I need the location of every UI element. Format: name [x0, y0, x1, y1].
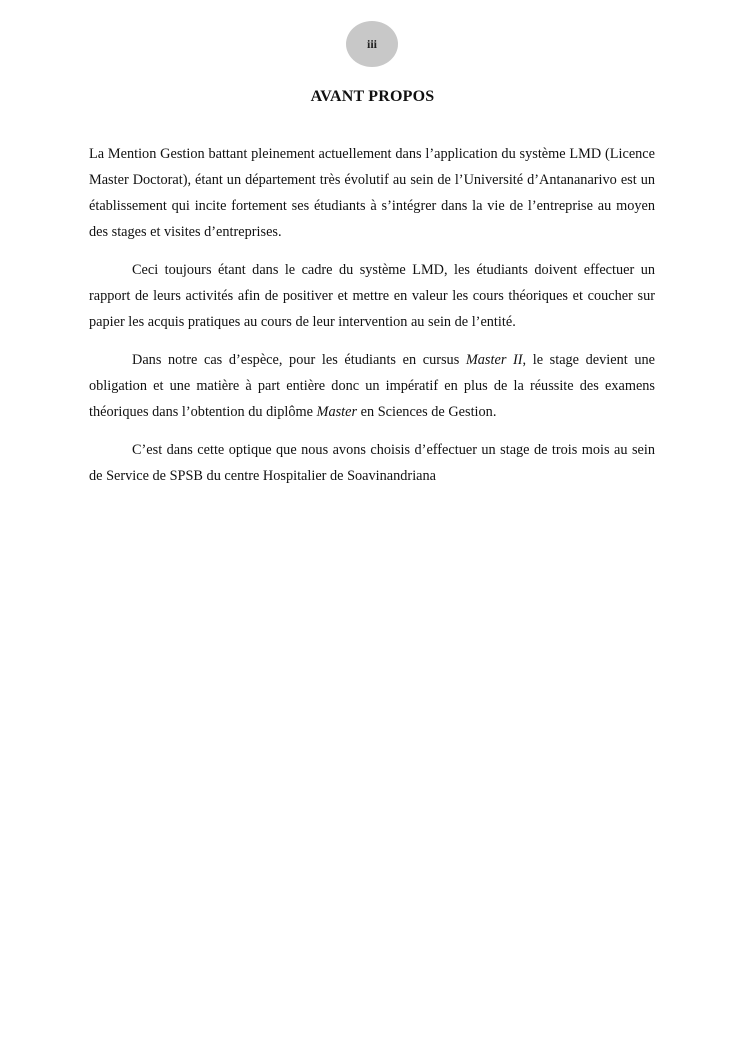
paragraph-master-stage — [89, 347, 655, 425]
paragraph-lmd-report: Ceci toujours étant dans le cadre du système LMD, les étudiants doivent effectuer un rapport de leurs activités afin de positiver et mettre en valeur les cours théoriques et coucher sur papier les acquis pratiques au cours de leur intervention au sein de l’entité. — [89, 262, 655, 330]
paragraph-master-stage-part3: en Sciences de Gestion. — [357, 404, 497, 420]
page-title-text: AVANT PROPOS — [310, 88, 435, 105]
page-number: iii — [366, 36, 377, 51]
paragraph-master-stage-em2: Master — [316, 404, 358, 420]
paragraph-intro: La Mention Gestion battant pleinement actuellement dans l’application du système LMD (Licence Master Doctorat), étant un département très évolutif au sein de l’Université d’Antananarivo est un établissement qui incite fortement ses étudiants à s’intégrer dans la vie de l’entreprise au moyen des stages et visites d’entreprises. — [89, 146, 655, 240]
paragraph-stage-choice: C’est dans cette optique que nous avons choisis d’effectuer un stage de trois mois au sein de Service de SPSB du centre Hospitalier de Soavinandriana — [89, 442, 655, 484]
document-body — [89, 141, 655, 501]
page-title — [0, 88, 745, 106]
paragraph-master-stage-part2: , le stage devient une obligation et une matière à part entière donc un impératif en plus de la réussite des examens théoriques dans l’obtention du diplôme — [89, 352, 655, 420]
page-number-badge — [346, 21, 398, 67]
paragraph-master-stage-em1: Master II — [465, 352, 523, 368]
paragraph-master-stage-part1: Dans notre cas d’espèce, pour les étudiants en cursus — [132, 352, 466, 368]
